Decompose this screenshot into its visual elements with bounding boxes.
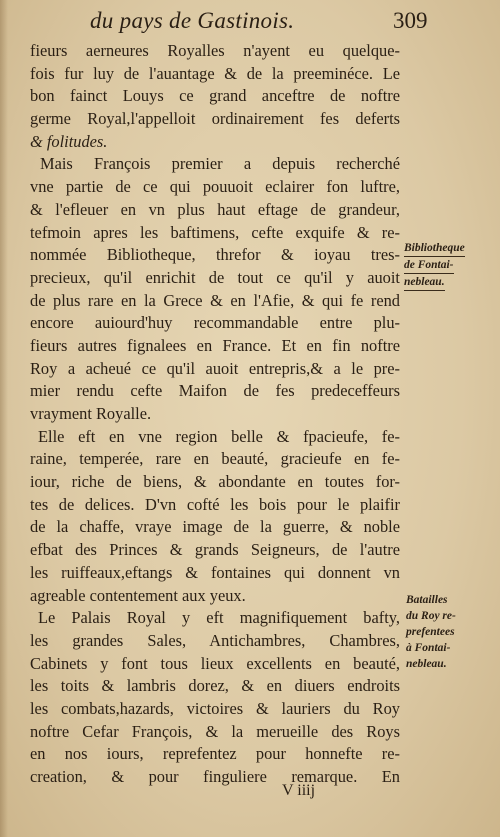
text-line: efbat des Princes & grands Seigneurs, de l'autre	[30, 540, 400, 560]
margin-note-bibliotheque	[404, 240, 494, 291]
text-line: les toits & lambris dorez, & en diuers endroits	[30, 676, 400, 696]
text-line: les ruiffeaux,eftangs & fontaines qui donnent vn	[30, 562, 400, 582]
text-line: les combats,hazards, victoires & lauriers du Roy	[30, 698, 400, 718]
running-title: du pays de Gastinois.	[90, 8, 295, 33]
page-edge-shadow	[0, 0, 8, 837]
text-line: creation, & pour finguliere remarque. En	[30, 767, 400, 786]
page-number: 309	[393, 8, 428, 33]
margin-note-line: prefentees	[406, 626, 455, 638]
text-line: Roy a acheué ce qu'il auoit entrepris,& a le pre-	[30, 358, 400, 378]
text-line: de plus rare en la Grece & en l'Afie, & qui fe rend	[30, 290, 400, 310]
text-line: bon fainct Louys ce grand anceftre de noftre	[30, 86, 400, 106]
text-line: en nos iours, reprefentez pour honnefte re-	[30, 744, 400, 764]
text-line: Mais François premier a depuis recherché	[40, 154, 400, 174]
page-header	[0, 0, 500, 44]
margin-note-line: du Roy re-	[406, 610, 456, 622]
margin-note-batailles	[406, 592, 492, 672]
text-line: & folitudes.	[30, 131, 108, 151]
text-line: tefmoin apres les baftimens, cefte exquife & re-	[30, 222, 400, 242]
text-line: vrayment Royalle.	[30, 404, 152, 423]
text-line: & l'efleuer en vn plus haut eftage de grandeur,	[30, 199, 400, 219]
text-line: Elle eft en vne region belle & fpacieufe, fe-	[38, 426, 400, 446]
text-line: encore auiourd'huy recommandable entre plu-	[30, 313, 400, 333]
margin-note-line: Batailles	[406, 594, 448, 606]
text-line: de la chaffe, vraye image de la guerre, & noble	[30, 517, 400, 537]
margin-note-line: de Fontai-	[404, 257, 454, 274]
margin-note-line: nebleau.	[406, 658, 447, 670]
text-line: vne partie de ce qui pouuoit eclairer fon luftre,	[30, 177, 400, 197]
text-line: les grandes Sales, Antichambres, Chambres,	[30, 630, 400, 650]
margin-note-line: nebleau.	[404, 274, 445, 291]
text-line: noftre Cefar François, & la merueille des Roys	[30, 721, 400, 741]
text-line: mier rendu cefte Maifon de fes predeceffeurs	[30, 381, 400, 401]
margin-note-line: à Fontai-	[406, 642, 451, 654]
text-line: raine, temperée, rare en beauté, gracieufe en fe-	[30, 449, 400, 469]
text-line: agreable contentement aux yeux.	[30, 585, 246, 605]
text-line: precieux, qu'il enrichit de tout ce qu'il y auoit	[30, 267, 400, 287]
text-line: germe Royal,l'appelloit ordinairement fes deferts	[30, 109, 400, 129]
signature-mark: V iiij	[282, 782, 316, 799]
body-text	[30, 40, 400, 789]
text-line: nommée Bibliotheque, threfor & ioyau tres-	[30, 245, 400, 265]
text-line: Cabinets y font tous lieux excellents en beauté,	[30, 653, 400, 673]
text-line: tes de delices. D'vn cofté les bois pour le plaifir	[30, 494, 400, 514]
text-line: iour, riche de biens, & abondante en toutes for-	[30, 472, 400, 492]
text-line: fieurs aerneures Royalles n'ayent eu quelque-	[30, 41, 400, 60]
text-line: fieurs autres fignalees en France. Et en fin noftre	[30, 335, 400, 355]
text-line: fois fur luy de l'auantage & de la preeminéce. Le	[30, 63, 400, 83]
text-line: Le Palais Royal y eft magnifiquement bafty,	[38, 608, 400, 628]
margin-note-line: Bibliotheque	[404, 240, 465, 257]
